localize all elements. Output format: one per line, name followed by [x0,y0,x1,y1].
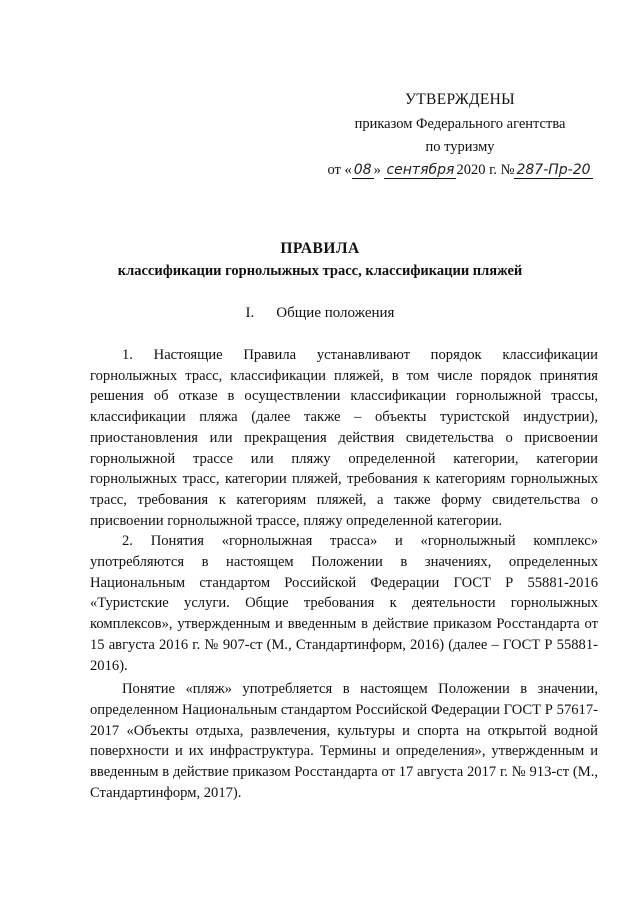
approval-date-line [310,159,610,182]
handwritten-order-number: 287-Пр-20 [516,162,591,179]
approval-line-agency: приказом Федерального агентства [354,115,566,132]
handwritten-day: 08 [353,162,372,179]
document-title: ПРАВИЛА [280,240,360,257]
approval-block [310,88,610,182]
paragraph-3: Понятие «пляж» употребляется в настоящем Положении в значении, определенном Национальным стандартом Российской Федерации ГОСТ Р 57617-2017 «Объекты отдыха, развлечения, культуры и спорта на открытой водной поверхности и их инфраструктура. Термины и определения», утвержденным и введенным в действие приказом Росстандарта от 17 августа 2017 г. № 913-ст (М., Стандартинформ, 2017). [90,681,598,801]
paragraph-1: 1. Настоящие Правила устанавливают порядок классификации горнолыжных трасс, классификации пляжей, в том числе порядок принятия решения об отказе в осуществлении классификации горнолыжной трассы, классификации пляжа (далее также – объекты туристской индустрии), приостановления или прекращения действия свидетельства о присвоении горнолыжной трассе или пляжу определенной категории, категории горнолыжных трасс, категории пляжей, требования к категориям горнолыжных трасс, требования к категориям пляжей, а также форму свидетельства о присвоении горнолыжной трассе, пляжу определенной категории. [90,347,598,529]
paragraph-2: 2. Понятия «горнолыжная трасса» и «горнолыжный комплекс» употребляются в настоящем Положении в значениях, определенных Национальным стандартом Российской Федерации ГОСТ Р 55881-2016 «Туристские услуги. Общие требования к деятельности горнолыжных комплексов», утвержденным и введенным в действие приказом Росстандарта от 15 августа 2016 г. № 907-ст (М., Стандартинформ, 2016) (далее – ГОСТ Р 55881-2016). [90,533,598,674]
date-close-quote: » [373,162,381,179]
document-body [90,345,598,803]
section-heading [0,305,640,322]
approval-line-tourism: по туризму [425,138,495,155]
section-number: I. [245,305,255,321]
document-subtitle: классификации горнолыжных трасс, классификации пляжей [117,263,523,279]
year-and-number-label: 2020 г. № [456,162,515,179]
section-name: Общие положения [276,305,395,321]
handwritten-month: сентября [386,162,455,179]
approval-heading: УТВЕРЖДЕНЫ [405,91,515,108]
date-prefix: от « [327,162,352,179]
